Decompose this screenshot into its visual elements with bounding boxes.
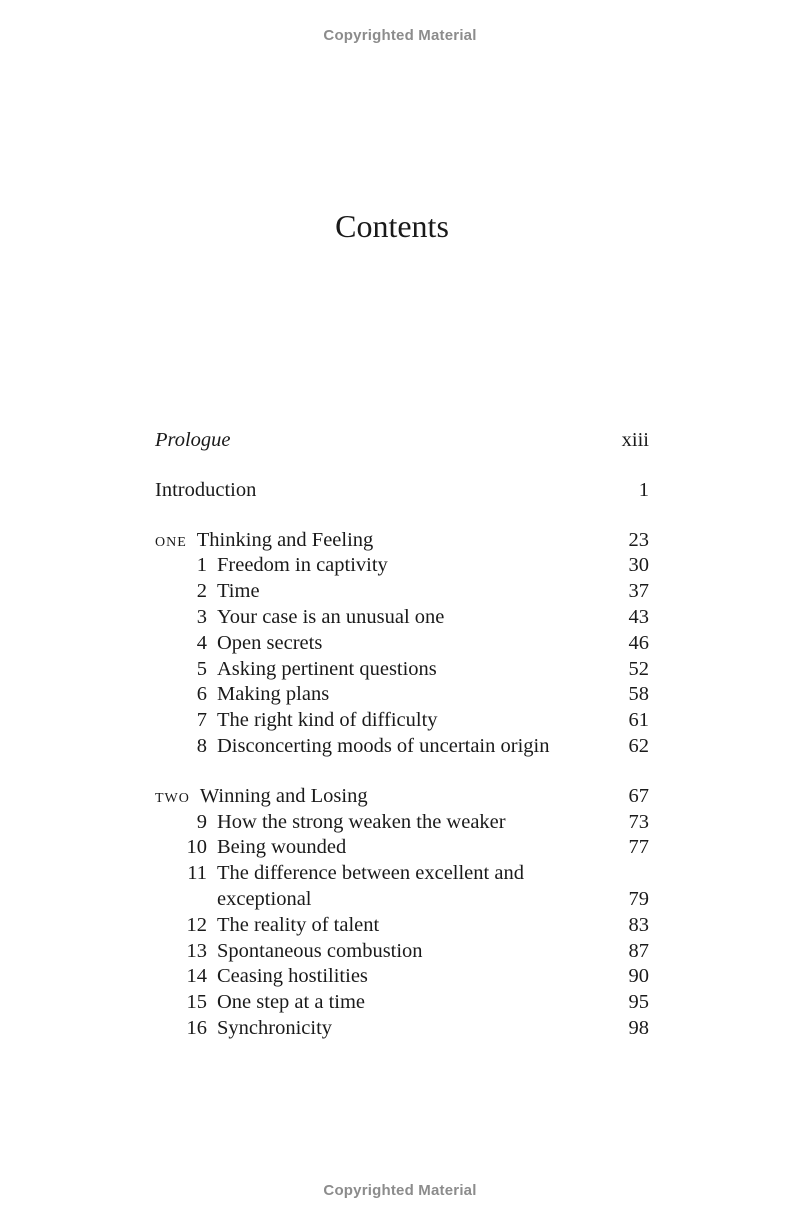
chapter-number: 11: [187, 862, 207, 885]
toc-entry-page: 79: [628, 887, 649, 910]
chapter-title: Synchronicity: [217, 1016, 333, 1039]
toc-entry-page: 46: [628, 631, 649, 654]
chapter-title: The right kind of difficulty: [217, 709, 438, 732]
toc-entry-page: 1: [638, 478, 649, 501]
toc-chapter[interactable]: [155, 913, 649, 939]
chapter-title: Making plans: [217, 683, 330, 706]
toc-chapter[interactable]: [155, 734, 649, 760]
chapter-title: The difference between excellent and: [217, 862, 524, 885]
chapter-title: Your case is an unusual one: [217, 605, 445, 628]
page-title: Contents: [335, 208, 449, 244]
toc-entry-page: 52: [628, 657, 649, 680]
toc-chapter[interactable]: [155, 631, 649, 657]
toc-entry-introduction[interactable]: [155, 478, 649, 504]
toc-entry-page: 58: [628, 683, 649, 706]
toc-chapter[interactable]: [155, 964, 649, 990]
chapter-title: Freedom in captivity: [217, 554, 388, 577]
part-title: Thinking and Feeling: [196, 528, 374, 551]
toc-entry-title: Prologue: [155, 429, 231, 451]
chapter-title: The reality of talent: [217, 913, 380, 936]
toc-entry-page: 61: [628, 709, 649, 732]
chapter-title: Time: [217, 580, 260, 603]
chapter-title: Being wounded: [217, 836, 347, 859]
toc-entry-page: 62: [628, 734, 649, 757]
chapter-number: 12: [186, 913, 207, 936]
toc-chapter[interactable]: [155, 835, 649, 861]
part-title: Winning and Losing: [199, 784, 368, 807]
toc-entry-page: 83: [628, 913, 649, 936]
chapter-number: 14: [186, 965, 207, 988]
chapter-title: One step at a time: [217, 991, 366, 1014]
toc-chapter[interactable]: [155, 657, 649, 683]
toc-entry-page: 67: [628, 784, 649, 807]
chapter-number: 16: [186, 1016, 207, 1039]
toc-entry-page: 77: [628, 836, 649, 859]
part-label: two: [155, 784, 190, 807]
chapter-number: 6: [196, 683, 207, 706]
chapter-number: 3: [196, 605, 207, 628]
chapter-number: 2: [196, 580, 207, 603]
toc-chapter[interactable]: [155, 861, 649, 887]
chapter-number: 9: [196, 810, 207, 833]
toc-chapter-continuation[interactable]: [155, 887, 649, 913]
toc-entry-prologue[interactable]: [155, 428, 649, 454]
chapter-title: Open secrets: [217, 631, 323, 654]
toc-entry-page: 30: [628, 554, 649, 577]
toc-entry-page: xiii: [621, 429, 649, 451]
chapter-title: Spontaneous combustion: [217, 939, 423, 962]
toc-chapter[interactable]: [155, 708, 649, 734]
toc-chapter[interactable]: [155, 605, 649, 631]
toc-chapter[interactable]: [155, 682, 649, 708]
chapter-number: 7: [196, 709, 207, 732]
toc-chapter[interactable]: [155, 1016, 649, 1042]
part-label: one: [155, 528, 187, 551]
chapter-number: 13: [186, 939, 207, 962]
chapter-title: Ceasing hostilities: [217, 965, 368, 988]
chapter-title: Disconcerting moods of uncertain origin: [217, 734, 550, 757]
toc-entry-page: 90: [628, 965, 649, 988]
toc-chapter[interactable]: [155, 579, 649, 605]
toc-chapter[interactable]: [155, 990, 649, 1016]
chapter-title: Asking pertinent questions: [217, 657, 437, 680]
toc-entry-page: 98: [628, 1016, 649, 1039]
toc-entry-page: 87: [628, 939, 649, 962]
chapter-number: 8: [196, 734, 207, 757]
table-of-contents: [155, 428, 649, 1042]
toc-part-two[interactable]: [155, 784, 649, 810]
toc-chapter[interactable]: [155, 939, 649, 965]
chapter-number: 4: [196, 631, 207, 654]
watermark-top: Copyrighted Material: [323, 27, 477, 44]
toc-chapter[interactable]: [155, 553, 649, 579]
toc-entry-page: 73: [628, 810, 649, 833]
chapter-number: 5: [196, 657, 207, 680]
toc-entry-title: Introduction: [155, 478, 257, 501]
toc-entry-page: 23: [628, 528, 649, 551]
chapter-number: 10: [186, 836, 207, 859]
chapter-title: How the strong weaken the weaker: [217, 810, 506, 833]
toc-entry-page: 37: [628, 580, 649, 603]
toc-entry-page: 95: [628, 991, 649, 1014]
toc-part-one[interactable]: [155, 528, 649, 554]
chapter-number: 15: [186, 991, 207, 1014]
chapter-title-line2: exceptional: [217, 887, 312, 910]
toc-chapter[interactable]: [155, 810, 649, 836]
toc-entry-page: 43: [628, 605, 649, 628]
watermark-bottom: Copyrighted Material: [323, 1182, 477, 1199]
chapter-number: 1: [196, 554, 207, 577]
